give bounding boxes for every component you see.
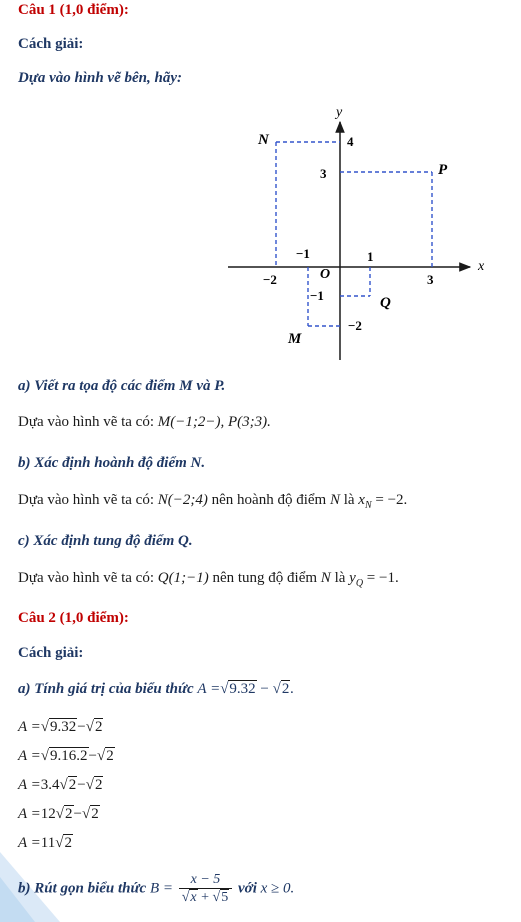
q1-part-c-title: c) Xác định tung độ điểm Q. bbox=[18, 533, 193, 549]
q2-step-row: A =3.4√2−√2 bbox=[18, 777, 103, 793]
tick-y-neg1: −1 bbox=[310, 288, 324, 303]
point-m-label: M bbox=[288, 331, 302, 347]
q2-step-row: A =11√2 bbox=[18, 835, 72, 851]
tick-y-3: 3 bbox=[320, 166, 327, 181]
point-p-label: P bbox=[438, 162, 448, 178]
tick-y-4: 4 bbox=[347, 134, 354, 149]
q1-part-c-answer: Dựa vào hình vẽ ta có: Q(1;−1) nên tung độ điểm N là $y_Q = -1$. bbox=[18, 570, 399, 589]
tick-x-1: 1 bbox=[367, 249, 374, 264]
question-1-title: Câu 1 (1,0 điểm): bbox=[18, 2, 129, 18]
q1-part-b-answer: Dựa vào hình vẽ ta có: N(−2;4) nên hoành độ điểm N là $x_N = -2$. bbox=[18, 492, 408, 511]
q2-part-a-title: a) Tính giá trị của biểu thức A =√9.32 − √2. bbox=[18, 681, 295, 697]
point-n-label: N bbox=[258, 132, 269, 148]
question-2-title: Câu 2 (1,0 điểm): bbox=[18, 610, 129, 626]
point-q-label: Q bbox=[380, 295, 391, 311]
q1-part-a-expression: M(−1;2−), P(3;3). bbox=[157, 414, 271, 430]
tick-x-neg1: −1 bbox=[296, 246, 310, 261]
q2-part-b-fraction: $\frac{x - 5}{√x + √5}$ bbox=[179, 872, 233, 906]
q2-step-row: A =√9.32−√2 bbox=[18, 719, 103, 735]
axis-y-label: y bbox=[336, 105, 343, 120]
q1-part-b-title: b) Xác định hoành độ điểm N. bbox=[18, 455, 206, 471]
intro-text: Dựa vào hình vẽ bên, hãy: bbox=[18, 70, 182, 86]
axis-x-label: x bbox=[478, 259, 485, 274]
tick-y-neg2: −2 bbox=[348, 318, 362, 333]
tick-x-3: 3 bbox=[427, 272, 434, 287]
q2-solution-label: Cách giải: bbox=[18, 645, 84, 661]
q2-step-row: A =√9.16.2−√2 bbox=[18, 748, 114, 764]
origin-label: O bbox=[320, 267, 331, 282]
q1-part-a-answer: Dựa vào hình vẽ ta có: M(−1;2−), P(3;3). bbox=[18, 414, 271, 430]
q1-part-a-title: a) Viết ra tọa độ các điểm M và P. bbox=[18, 378, 226, 394]
solution-label: Cách giải: bbox=[18, 36, 84, 52]
tick-x-neg2: −2 bbox=[263, 272, 277, 287]
q2-step-row: A =12√2−√2 bbox=[18, 806, 99, 822]
coordinate-graph bbox=[220, 100, 500, 365]
q2-part-b-title: b) Rút gọn biểu thức B = $\frac{x - 5}{√x + √5}$ với x ≥ 0. bbox=[18, 872, 295, 905]
